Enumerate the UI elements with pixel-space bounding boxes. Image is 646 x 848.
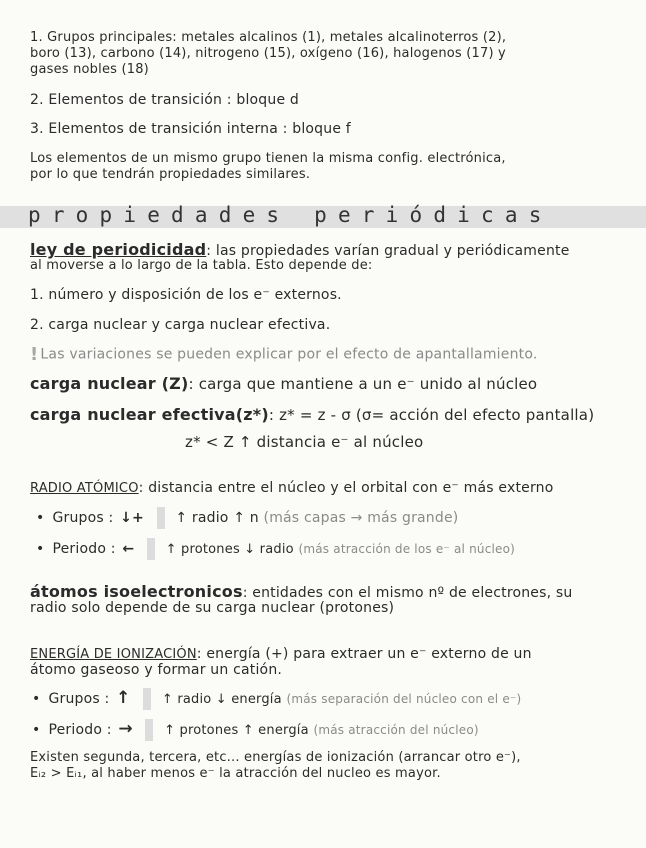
effective-charge-title: carga nuclear efectiva(z*) xyxy=(30,405,269,424)
radius-groups-note: (más capas → más grande) xyxy=(263,510,459,526)
effective-charge-def: : z* = z - σ (σ= acción del efecto pantalla) xyxy=(268,406,595,424)
right-arrow-icon: → xyxy=(118,719,133,739)
radius-groups-label: • Grupos : xyxy=(36,510,113,526)
ionization-period-note: (más atracción del núcleo) xyxy=(313,723,479,737)
inner-transition-elements: 3. Elementos de transición interna : bloque f xyxy=(30,121,351,137)
ionization-groups-text: ↑ radio ↓ energía xyxy=(161,692,282,707)
radius-groups-text: ↑ radio ↑ n xyxy=(175,510,259,526)
ionization-extra-line-1: Existen segunda, tercera, etc... energías de ionización (arrancar otro e⁻), xyxy=(30,750,521,765)
down-arrow-icon: ↓+ xyxy=(120,510,144,526)
nuclear-charge-title: carga nuclear (Z) xyxy=(30,374,189,393)
exclamation-icon: ! xyxy=(30,344,39,365)
divider-bar xyxy=(157,507,165,529)
radius-period xyxy=(36,538,626,560)
radius-period-text: ↑ protones ↓ radio xyxy=(165,542,294,557)
divider-bar xyxy=(143,688,151,710)
radius-period-label: • Periodo : xyxy=(36,541,116,557)
ionization-groups xyxy=(32,688,626,710)
groups-line-2: boro (13), carbono (14), nitrogeno (15), oxígeno (16), halogenos (17) y xyxy=(30,46,506,61)
screening-note xyxy=(30,344,626,365)
nuclear-charge-def: : carga que mantiene a un e⁻ unido al núcleo xyxy=(188,375,538,393)
ionization-def: : energía (+) para extraer un e⁻ externo de un xyxy=(196,646,532,662)
periodicity-law-def: : las propiedades varían gradual y periódicamente xyxy=(206,243,570,259)
same-group-line-2: por lo que tendrán propiedades similares. xyxy=(30,167,311,182)
effective-charge xyxy=(30,405,626,424)
divider-bar xyxy=(145,719,153,741)
transition-elements: 2. Elementos de transición : bloque d xyxy=(30,92,300,108)
radius-period-note: (más atracción de los e⁻ al núcleo) xyxy=(298,542,516,556)
isoelectronic-title: átomos isoelectronicos xyxy=(30,582,243,601)
up-arrow-icon: ↑ xyxy=(116,688,131,708)
dependency-item-2: 2. carga nuclear y carga nuclear efectiva. xyxy=(30,317,331,333)
periodicity-law-line-2: al moverse a lo largo de la tabla. Esto depende de: xyxy=(30,258,373,273)
radius-groups xyxy=(36,507,626,529)
periodicity-law-title: ley de periodicidad xyxy=(30,240,207,259)
ionization-period xyxy=(32,719,626,741)
nuclear-charge xyxy=(30,374,626,393)
ionization-period-text: ↑ protones ↑ energía xyxy=(164,723,309,738)
charge-relation: z* < Z ↑ distancia e⁻ al núcleo xyxy=(185,433,424,451)
ionization-title: ENERGÍA DE IONIZACIÓN xyxy=(30,647,197,662)
section-title: propiedades periódicas xyxy=(28,203,553,227)
groups-line-3: gases nobles (18) xyxy=(30,62,149,77)
left-arrow-icon: ← xyxy=(122,541,135,557)
radius-title: RADIO ATÓMICO xyxy=(30,481,139,496)
isoelectronic-line-2: radio solo depende de su carga nuclear (protones) xyxy=(30,600,395,616)
dependency-item-1: 1. número y disposición de los e⁻ externos. xyxy=(30,287,342,303)
ionization-groups-label: • Grupos : xyxy=(32,691,109,707)
isoelectronic-definition xyxy=(30,582,626,601)
isoelectronic-def: : entidades con el mismo nº de electrones, su xyxy=(242,585,573,601)
screening-note-text: Las variaciones se pueden explicar por el efecto de apantallamiento. xyxy=(40,346,538,363)
ionization-definition xyxy=(30,646,626,662)
ionization-extra-line-2: Eᵢ₂ > Eᵢ₁, al haber menos e⁻ la atracción del nucleo es mayor. xyxy=(30,766,441,781)
same-group-line-1: Los elementos de un mismo grupo tienen la misma config. electrónica, xyxy=(30,151,506,166)
ionization-period-label: • Periodo : xyxy=(32,722,112,738)
ionization-line-2: átomo gaseoso y formar un catión. xyxy=(30,662,283,678)
ionization-groups-note: (más separación del núcleo con el e⁻) xyxy=(286,692,522,706)
groups-line-1: 1. Grupos principales: metales alcalinos (1), metales alcalinoterros (2), xyxy=(30,30,507,45)
divider-bar xyxy=(147,538,155,560)
radius-definition xyxy=(30,480,626,496)
periodicity-law xyxy=(30,240,626,259)
radius-def: : distancia entre el núcleo y el orbital con e⁻ más externo xyxy=(138,480,554,496)
